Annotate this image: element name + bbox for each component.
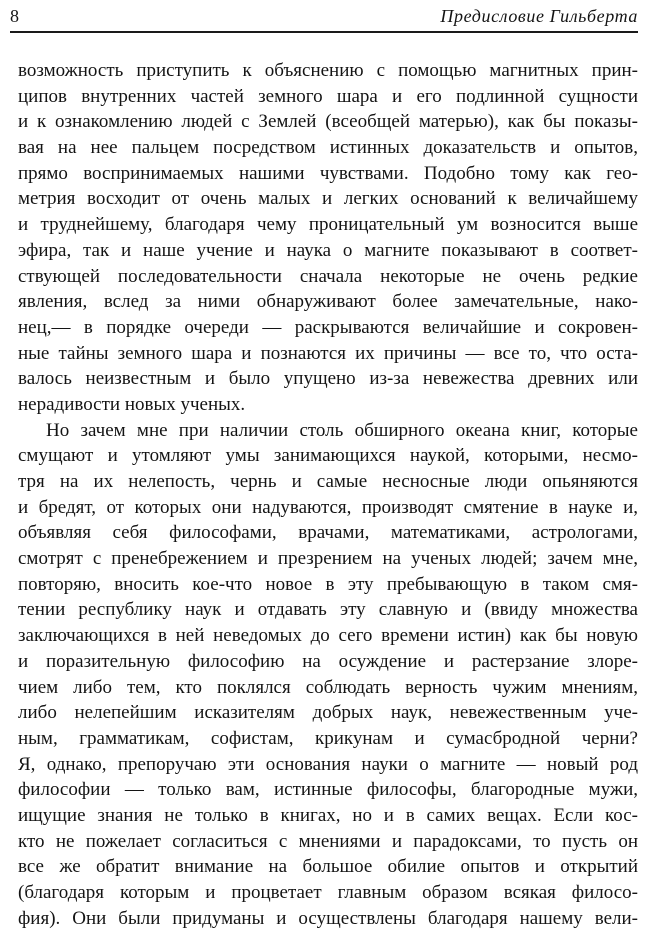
page-number: 8	[10, 6, 19, 26]
text-line: и бредят, от которых они надуваются, производят смятение в науке и,	[18, 496, 638, 518]
text-line: кто не пожелает согласиться с мнениями и парадоксами, то пусть он	[18, 830, 638, 852]
text-line: Я, однако, препоручаю эти основания науки о магните — новый род	[18, 753, 638, 775]
text-line: и поразительную философию на осуждение и растерзание злоре-	[18, 650, 638, 672]
header-rule	[10, 31, 638, 33]
page-header	[10, 4, 638, 30]
text-line: и труднейшему, благодаря чему проницательный ум возносится выше	[18, 214, 638, 236]
text-line: возможность приступить к объяснению с помощью магнитных прин-	[18, 60, 638, 81]
text-line: все же обратит внимание на большое обилие опытов и открытий	[18, 856, 638, 878]
text-line: заключающихся в ней неведомых до сего времени истин) как бы новую	[18, 625, 638, 647]
text-line: ципов внутренних частей земного шара и его подлинной сущности	[18, 85, 638, 107]
text-line: нец,— в порядке очереди — раскрываются величайшие и сокровен-	[18, 316, 638, 338]
text-line: вая на нее пальцем посредством истинных доказательств и опытов,	[18, 137, 638, 159]
text-line: смущают и утомляют умы занимающихся наукой, которыми, несмо-	[18, 445, 638, 467]
body-text	[18, 58, 638, 931]
text-line: и к ознакомлению людей с Землей (всеобщей матерью), как бы показы-	[18, 111, 638, 133]
text-line: тении республику наук и отдавать эту славную и (ввиду множества	[18, 599, 638, 621]
paragraph-2	[18, 418, 638, 931]
text-line: нерадивости новых ученых.	[18, 393, 246, 415]
text-line: ным, грамматикам, софистам, крикунам и сумасбродной черни?	[18, 727, 638, 749]
text-line: либо нелепейшим исказителям добрых наук, невежественным уче-	[18, 702, 638, 724]
text-line: (благодаря которым и процветает главным образом всякая филосо-	[18, 882, 638, 903]
text-line: чием либо тем, кто поклялся соблюдать верность чужим мнениям,	[18, 676, 638, 698]
text-line: метрия восходит от очень малых и легких оснований к величайшему	[18, 188, 638, 210]
text-line: фия). Они были придуманы и осуществлены благодаря нашему вели-	[18, 907, 638, 929]
text-line: тря на их нелепость, чернь и самые несносные люди опьяняются	[18, 471, 638, 492]
text-line: прямо воспринимаемых нашими чувствами. Подобно тому как гео-	[18, 162, 638, 184]
paragraph-1	[18, 58, 638, 418]
text-line: смотрят с пренебрежением и презрением на ученых людей; зачем мне,	[18, 548, 638, 570]
text-line: философии — только вам, истинные философы, благородные мужи,	[18, 779, 638, 801]
text-line: эфира, так и наше учение и наука о магните показывают в соответ-	[18, 239, 638, 261]
text-line: ные тайны земного шара и познаются их причины — все то, что оста-	[18, 342, 638, 364]
text-line: валось неизвестным и было упущено из-за невежества древних или	[18, 368, 638, 390]
text-line: объявляя себя философами, врачами, математиками, астрологами,	[18, 522, 638, 544]
text-line: Но зачем мне при наличии столь обширного океана книг, которые	[46, 419, 638, 441]
text-line: ствующей последовательности сначала некоторые не очень редкие	[18, 265, 638, 287]
text-line: повторяю, вносить кое-что новое в эту пребывающую в таком смя-	[18, 573, 638, 595]
text-line: явления, вслед за ними обнаруживают более замечательные, нако-	[18, 291, 638, 313]
running-head: Предисловие Гильберта	[440, 6, 638, 26]
text-line: ищущие знания не только в книгах, но и в самих вещах. Если кос-	[18, 804, 638, 826]
